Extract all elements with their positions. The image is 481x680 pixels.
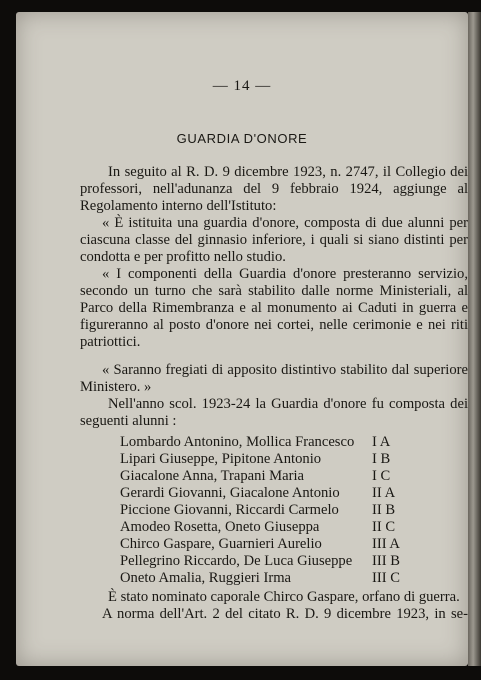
list-item — [120, 451, 412, 468]
student-names: Gerardi Giovanni, Giacalone Antonio — [120, 485, 340, 501]
paragraph-intro: In seguito al R. D. 9 dicembre 1923, n. 2747, il Collegio dei professori, nell'adunanza del 9 febbraio 1924, aggiunge al Regolamento interno dell'Istituto: — [80, 164, 468, 214]
class-label: I C — [372, 468, 391, 484]
paragraph-quote-2: « I componenti della Guardia d'onore presteranno servizio, secondo un turno che sarà stabilito dalle norme Ministeriali, al Parco della Rimembranza e al monumento ai Caduti in guerra e figureranno al posto d'onore nei cortei, nelle cerimonie e nei riti patriottici. — [80, 266, 468, 350]
class-label: II C — [372, 519, 396, 535]
paragraph-caporale: È stato nominato caporale Chirco Gaspare, orfano di guerra. — [108, 589, 460, 605]
document-page — [16, 12, 468, 666]
class-label: III B — [372, 553, 400, 569]
paragraph-year: Nell'anno scol. 1923-24 la Guardia d'onore fu composta dei seguenti alunni : — [80, 396, 468, 429]
list-item — [120, 485, 412, 502]
list-item — [120, 570, 412, 587]
student-names: Giacalone Anna, Trapani Maria — [120, 468, 304, 484]
section-heading: GUARDIA D'ONORE — [176, 131, 308, 146]
student-names: Chirco Gaspare, Guarnieri Aurelio — [120, 536, 322, 552]
student-names: Oneto Amalia, Ruggieri Irma — [120, 570, 292, 586]
student-names: Pellegrino Riccardo, De Luca Giuseppe — [120, 553, 353, 569]
student-names: Lombardo Antonino, Mollica Francesco — [120, 434, 355, 450]
class-label: I A — [372, 434, 391, 450]
paragraph-norma: A norma dell'Art. 2 del citato R. D. 9 dicembre 1923, in se- — [102, 606, 468, 622]
class-label: III A — [372, 536, 400, 552]
list-item — [120, 468, 412, 485]
list-item — [120, 519, 412, 536]
page-edge — [468, 12, 481, 666]
page-number: — 14 — — [212, 78, 272, 94]
class-label: I B — [372, 451, 391, 467]
class-label: II B — [372, 502, 396, 518]
student-names: Piccione Giovanni, Riccardi Carmelo — [120, 502, 339, 518]
list-item — [120, 502, 412, 519]
class-label: II A — [372, 485, 396, 501]
student-names: Lipari Giuseppe, Pipitone Antonio — [120, 451, 322, 467]
list-item — [120, 536, 412, 553]
student-roster — [120, 434, 412, 587]
paragraph-quote-3: « Saranno fregiati di apposito distintivo stabilito dal superiore Ministero. » — [80, 362, 468, 395]
class-label: III C — [372, 570, 400, 586]
body-text — [80, 164, 468, 623]
paragraph-quote-1: « È istituita una guardia d'onore, composta di due alunni per ciascuna classe del ginnasio inferiore, i quali si siano distinti per condotta e per profitto nello studio. — [80, 215, 468, 265]
student-names: Amodeo Rosetta, Oneto Giuseppa — [120, 519, 320, 535]
list-item — [120, 434, 412, 451]
list-item — [120, 553, 412, 570]
